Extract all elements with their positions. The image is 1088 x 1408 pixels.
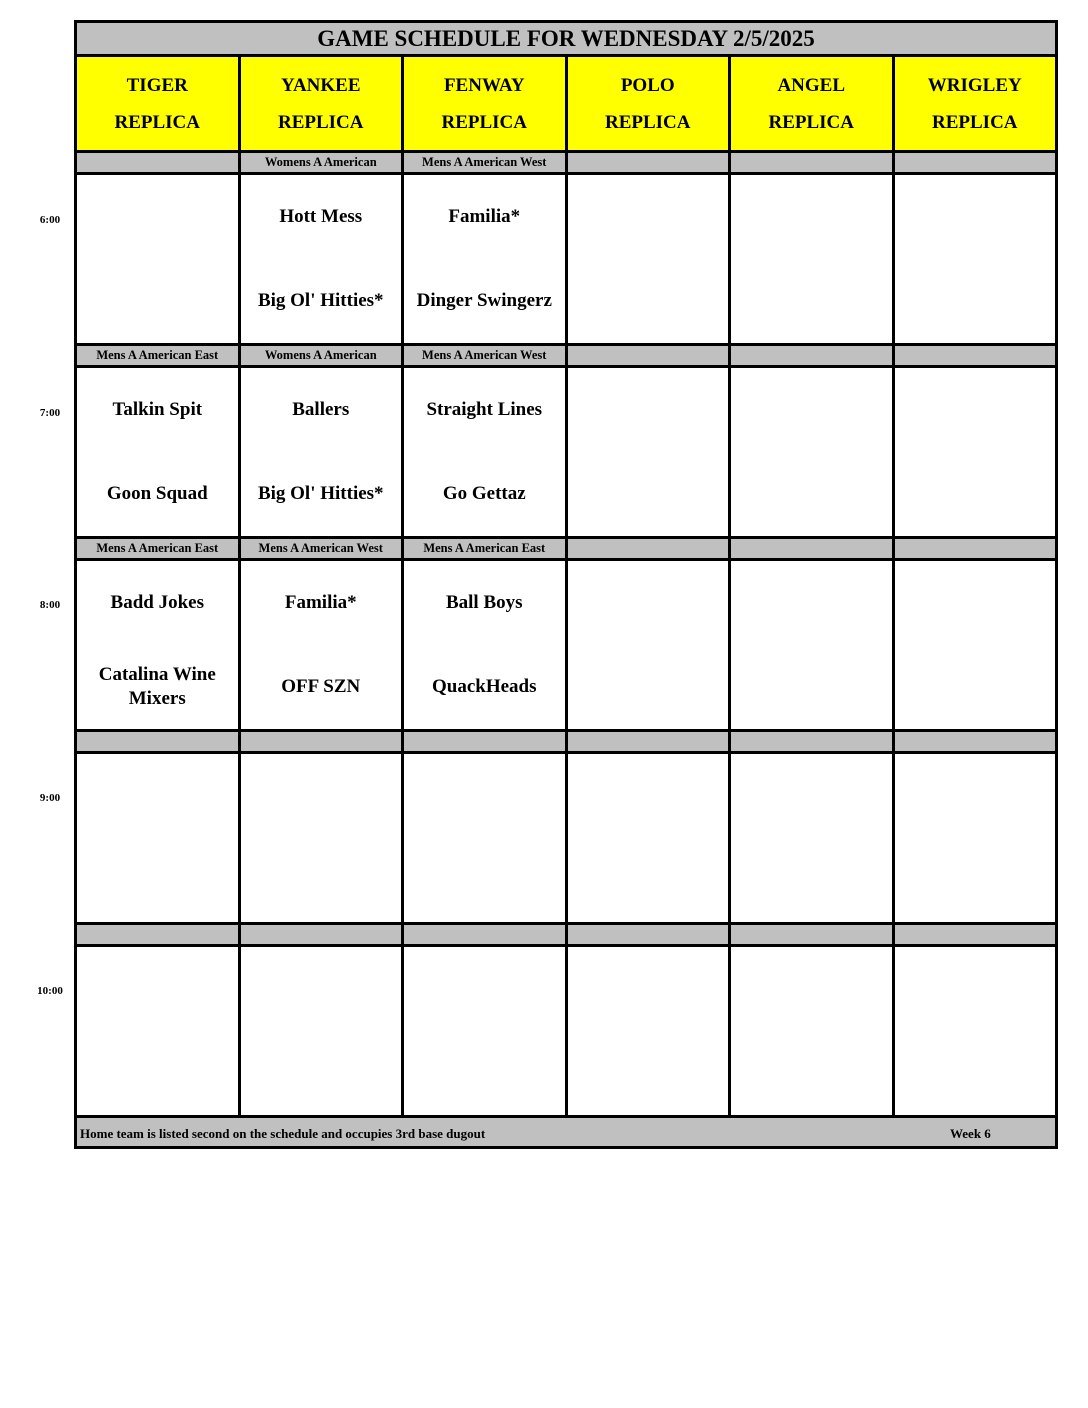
away-team bbox=[404, 754, 565, 838]
game-cell bbox=[403, 946, 567, 1117]
home-team bbox=[895, 1031, 1056, 1115]
field-header-tiger bbox=[76, 56, 240, 152]
away-team bbox=[77, 175, 238, 259]
away-team bbox=[77, 947, 238, 1031]
schedule-footer bbox=[76, 1117, 1057, 1148]
game-row bbox=[76, 753, 1057, 924]
field-sub: REPLICA bbox=[932, 111, 1018, 133]
field-header-polo bbox=[566, 56, 730, 152]
game-cell bbox=[566, 174, 730, 345]
home-team bbox=[731, 1031, 892, 1115]
away-team bbox=[568, 561, 729, 645]
game-cell bbox=[76, 753, 240, 924]
game-cell bbox=[239, 367, 403, 538]
division-label bbox=[566, 538, 730, 560]
away-team bbox=[895, 368, 1056, 452]
away-team bbox=[241, 947, 402, 1031]
home-team bbox=[404, 1031, 565, 1115]
field-sub: REPLICA bbox=[604, 111, 691, 133]
away-team bbox=[241, 754, 402, 838]
game-cell bbox=[403, 174, 567, 345]
division-label bbox=[566, 152, 730, 174]
home-team bbox=[241, 1031, 402, 1115]
game-cell bbox=[403, 367, 567, 538]
home-team bbox=[731, 452, 892, 536]
division-label: Womens A American bbox=[239, 345, 403, 367]
home-team: Big Ol' Hitties* bbox=[257, 290, 384, 311]
home-team bbox=[731, 838, 892, 922]
home-team bbox=[731, 645, 892, 729]
week-label: Week 6 bbox=[950, 1126, 991, 1141]
home-team bbox=[404, 838, 565, 922]
division-label bbox=[730, 924, 894, 946]
division-label bbox=[76, 924, 240, 946]
home-team: Catalina Wine Mixers bbox=[98, 664, 216, 709]
field-name: TIGER bbox=[126, 74, 188, 96]
home-team bbox=[77, 259, 238, 343]
field-name: YANKEE bbox=[280, 74, 361, 96]
field-header-yankee bbox=[239, 56, 403, 152]
field-header-wrigley bbox=[893, 56, 1057, 152]
away-team bbox=[895, 561, 1056, 645]
game-row bbox=[76, 946, 1057, 1117]
division-label: Mens A American East bbox=[76, 538, 240, 560]
away-team bbox=[404, 947, 565, 1031]
field-sub: REPLICA bbox=[277, 111, 364, 133]
away-team bbox=[731, 754, 892, 838]
division-label bbox=[730, 345, 894, 367]
division-label bbox=[566, 731, 730, 753]
away-team bbox=[731, 947, 892, 1031]
division-label bbox=[893, 345, 1057, 367]
division-label: Mens A American West bbox=[403, 345, 567, 367]
division-label bbox=[239, 924, 403, 946]
home-team bbox=[895, 645, 1056, 729]
time-label-8: 8:00 bbox=[39, 599, 61, 611]
game-cell bbox=[403, 753, 567, 924]
division-row bbox=[76, 538, 1057, 560]
game-cell bbox=[403, 560, 567, 731]
home-team bbox=[568, 645, 729, 729]
game-cell bbox=[893, 753, 1057, 924]
away-team: Familia* bbox=[284, 592, 357, 613]
home-team: Goon Squad bbox=[106, 483, 208, 504]
division-label bbox=[76, 731, 240, 753]
away-team: Talkin Spit bbox=[112, 399, 203, 420]
home-team bbox=[895, 259, 1056, 343]
time-label-6: 6:00 bbox=[39, 214, 61, 226]
game-row bbox=[76, 560, 1057, 731]
game-cell bbox=[730, 560, 894, 731]
away-team bbox=[568, 175, 729, 259]
game-row bbox=[76, 174, 1057, 345]
division-label bbox=[403, 924, 567, 946]
division-label bbox=[893, 538, 1057, 560]
game-cell bbox=[730, 753, 894, 924]
division-label bbox=[566, 924, 730, 946]
time-label-9: 9:00 bbox=[39, 792, 61, 804]
game-cell bbox=[76, 560, 240, 731]
away-team: Badd Jokes bbox=[110, 592, 204, 613]
division-label: Mens A American West bbox=[403, 152, 567, 174]
field-header-angel bbox=[730, 56, 894, 152]
away-team: Ballers bbox=[292, 399, 350, 420]
game-cell bbox=[566, 367, 730, 538]
field-header-fenway bbox=[403, 56, 567, 152]
division-label bbox=[730, 731, 894, 753]
division-label: Mens A American East bbox=[403, 538, 567, 560]
game-cell bbox=[893, 560, 1057, 731]
away-team bbox=[731, 368, 892, 452]
game-row bbox=[76, 367, 1057, 538]
division-label bbox=[730, 152, 894, 174]
footer-row bbox=[76, 1117, 1057, 1148]
division-label bbox=[403, 731, 567, 753]
title-row bbox=[76, 22, 1057, 56]
home-team: Dinger Swingerz bbox=[416, 290, 552, 311]
home-team-note: Home team is listed second on the schedule and occupies 3rd base dugout bbox=[80, 1126, 486, 1141]
away-team: Ball Boys bbox=[445, 592, 523, 613]
away-team bbox=[731, 561, 892, 645]
home-team: QuackHeads bbox=[431, 676, 537, 697]
division-row bbox=[76, 152, 1057, 174]
division-label bbox=[566, 345, 730, 367]
home-team bbox=[731, 259, 892, 343]
away-team bbox=[568, 368, 729, 452]
game-cell bbox=[76, 946, 240, 1117]
away-team bbox=[895, 947, 1056, 1031]
division-label bbox=[76, 152, 240, 174]
division-label: Womens A American bbox=[239, 152, 403, 174]
field-name: POLO bbox=[620, 74, 675, 96]
field-name: FENWAY bbox=[443, 74, 525, 96]
home-team bbox=[77, 838, 238, 922]
division-label bbox=[893, 924, 1057, 946]
home-team bbox=[568, 259, 729, 343]
home-team: Go Gettaz bbox=[442, 483, 526, 504]
game-cell bbox=[730, 367, 894, 538]
schedule-table bbox=[74, 20, 1058, 1149]
game-cell bbox=[730, 946, 894, 1117]
division-label: Mens A American West bbox=[239, 538, 403, 560]
field-sub: REPLICA bbox=[768, 111, 854, 133]
away-team bbox=[895, 754, 1056, 838]
home-team: Big Ol' Hitties* bbox=[257, 483, 384, 504]
home-team bbox=[241, 838, 402, 922]
away-team bbox=[568, 754, 729, 838]
game-cell bbox=[893, 367, 1057, 538]
home-team bbox=[568, 1031, 729, 1115]
game-cell bbox=[239, 946, 403, 1117]
home-team bbox=[77, 1031, 238, 1115]
division-label bbox=[893, 731, 1057, 753]
away-team: Familia* bbox=[448, 206, 521, 227]
field-sub: REPLICA bbox=[441, 111, 527, 133]
field-name: WRIGLEY bbox=[927, 74, 1022, 96]
field-name: ANGEL bbox=[777, 74, 846, 96]
home-team bbox=[895, 838, 1056, 922]
home-team: OFF SZN bbox=[281, 676, 361, 697]
away-team bbox=[568, 947, 729, 1031]
home-team bbox=[568, 838, 729, 922]
field-header-row bbox=[76, 56, 1057, 152]
away-team: Straight Lines bbox=[426, 399, 543, 420]
division-row bbox=[76, 731, 1057, 753]
away-team: Hott Mess bbox=[279, 206, 363, 227]
away-team bbox=[895, 175, 1056, 259]
field-sub: REPLICA bbox=[114, 111, 200, 133]
home-team bbox=[568, 452, 729, 536]
schedule-title: GAME SCHEDULE FOR WEDNESDAY 2/5/2025 bbox=[76, 22, 1057, 56]
away-team bbox=[77, 754, 238, 838]
game-cell bbox=[239, 753, 403, 924]
game-cell bbox=[239, 174, 403, 345]
game-cell bbox=[76, 174, 240, 345]
game-cell bbox=[566, 560, 730, 731]
away-team bbox=[731, 175, 892, 259]
game-cell bbox=[893, 946, 1057, 1117]
game-cell bbox=[893, 174, 1057, 345]
game-cell bbox=[566, 753, 730, 924]
division-row bbox=[76, 924, 1057, 946]
division-row bbox=[76, 345, 1057, 367]
division-label bbox=[893, 152, 1057, 174]
time-label-10: 10:00 bbox=[37, 985, 63, 997]
time-label-7: 7:00 bbox=[39, 407, 61, 419]
game-cell bbox=[76, 367, 240, 538]
game-cell bbox=[730, 174, 894, 345]
game-cell bbox=[239, 560, 403, 731]
division-label: Mens A American East bbox=[76, 345, 240, 367]
division-label bbox=[239, 731, 403, 753]
division-label bbox=[730, 538, 894, 560]
home-team bbox=[895, 452, 1056, 536]
game-cell bbox=[566, 946, 730, 1117]
